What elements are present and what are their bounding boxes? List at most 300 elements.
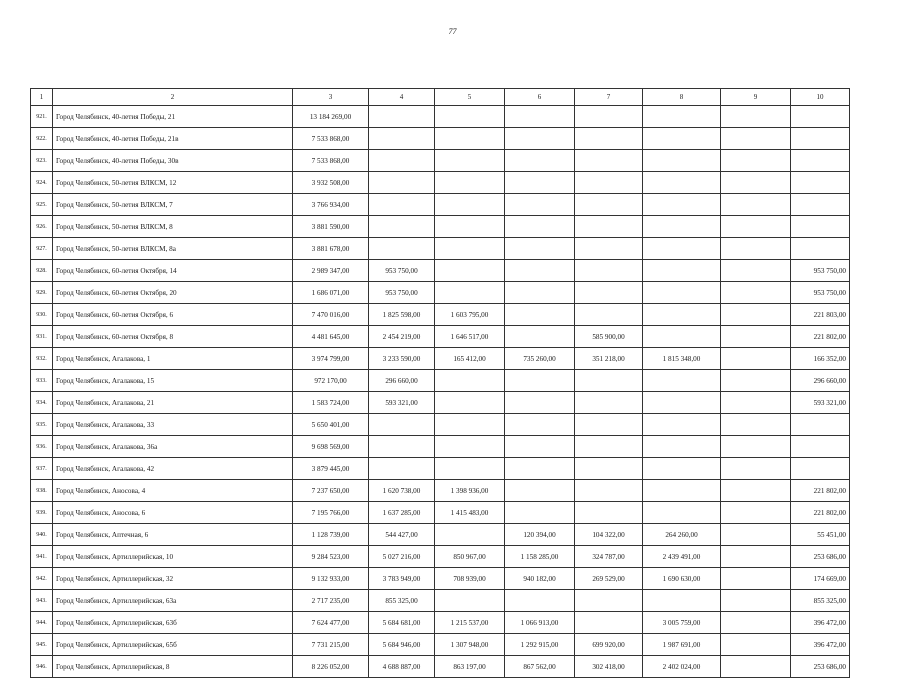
value-cell-3: 3 881 678,00 <box>293 238 369 260</box>
value-cell-8 <box>643 304 721 326</box>
value-cell-10: 221 802,00 <box>791 502 850 524</box>
value-cell-4: 5 684 946,00 <box>369 634 435 656</box>
value-cell-6 <box>505 194 575 216</box>
value-cell-7 <box>575 128 643 150</box>
value-cell-3: 3 879 445,00 <box>293 458 369 480</box>
value-cell-3: 3 766 934,00 <box>293 194 369 216</box>
value-cell-7 <box>575 260 643 282</box>
value-cell-3: 2 989 347,00 <box>293 260 369 282</box>
table-row <box>31 656 850 678</box>
row-number: 934. <box>31 392 53 414</box>
value-cell-8 <box>643 326 721 348</box>
address-cell: Город Челябинск, 50-летия ВЛКСМ, 12 <box>53 172 293 194</box>
address-cell: Город Челябинск, Артиллерийская, 32 <box>53 568 293 590</box>
table-row <box>31 436 850 458</box>
address-cell: Город Челябинск, Аносова, 6 <box>53 502 293 524</box>
value-cell-8 <box>643 150 721 172</box>
value-cell-4: 1 637 285,00 <box>369 502 435 524</box>
table-row <box>31 238 850 260</box>
value-cell-5: 1 398 936,00 <box>435 480 505 502</box>
value-cell-3: 1 686 071,00 <box>293 282 369 304</box>
value-cell-10: 221 802,00 <box>791 480 850 502</box>
value-cell-7 <box>575 392 643 414</box>
row-number: 940. <box>31 524 53 546</box>
value-cell-8 <box>643 216 721 238</box>
value-cell-9 <box>721 414 791 436</box>
value-cell-7: 585 900,00 <box>575 326 643 348</box>
value-cell-5: 165 412,00 <box>435 348 505 370</box>
value-cell-4 <box>369 194 435 216</box>
value-cell-10: 166 352,00 <box>791 348 850 370</box>
value-cell-3: 1 128 739,00 <box>293 524 369 546</box>
row-number: 928. <box>31 260 53 282</box>
value-cell-10 <box>791 172 850 194</box>
value-cell-9 <box>721 194 791 216</box>
value-cell-6 <box>505 282 575 304</box>
value-cell-8 <box>643 194 721 216</box>
value-cell-6 <box>505 106 575 128</box>
value-cell-3: 9 132 933,00 <box>293 568 369 590</box>
value-cell-5 <box>435 128 505 150</box>
value-cell-10: 953 750,00 <box>791 282 850 304</box>
value-cell-10: 953 750,00 <box>791 260 850 282</box>
value-cell-3: 7 533 868,00 <box>293 128 369 150</box>
value-cell-5 <box>435 524 505 546</box>
address-cell: Город Челябинск, 40-летия Победы, 21 <box>53 106 293 128</box>
address-cell: Город Челябинск, 60-летия Октября, 6 <box>53 304 293 326</box>
value-cell-6: 1 158 285,00 <box>505 546 575 568</box>
row-number: 938. <box>31 480 53 502</box>
table-row <box>31 546 850 568</box>
table-row <box>31 370 850 392</box>
value-cell-8 <box>643 502 721 524</box>
value-cell-8: 1 815 348,00 <box>643 348 721 370</box>
value-cell-5: 708 939,00 <box>435 568 505 590</box>
value-cell-9 <box>721 546 791 568</box>
value-cell-8 <box>643 106 721 128</box>
value-cell-4: 3 233 590,00 <box>369 348 435 370</box>
value-cell-3: 8 226 052,00 <box>293 656 369 678</box>
table-row <box>31 150 850 172</box>
value-cell-6: 867 562,00 <box>505 656 575 678</box>
value-cell-10: 253 686,00 <box>791 656 850 678</box>
value-cell-9 <box>721 392 791 414</box>
value-cell-6 <box>505 304 575 326</box>
value-cell-6 <box>505 502 575 524</box>
table-row <box>31 348 850 370</box>
value-cell-9 <box>721 150 791 172</box>
value-cell-8 <box>643 282 721 304</box>
value-cell-4 <box>369 128 435 150</box>
row-number: 924. <box>31 172 53 194</box>
address-cell: Город Челябинск, Агалакова, 15 <box>53 370 293 392</box>
value-cell-6: 1 292 915,00 <box>505 634 575 656</box>
row-number: 936. <box>31 436 53 458</box>
value-cell-10: 174 669,00 <box>791 568 850 590</box>
value-cell-5 <box>435 414 505 436</box>
column-header-10: 10 <box>791 89 850 106</box>
address-cell: Город Челябинск, Агалакова, 21 <box>53 392 293 414</box>
address-cell: Город Челябинск, Артиллерийская, 8 <box>53 656 293 678</box>
value-cell-3: 9 284 523,00 <box>293 546 369 568</box>
value-cell-7 <box>575 216 643 238</box>
value-cell-6: 120 394,00 <box>505 524 575 546</box>
value-cell-5: 1 307 948,00 <box>435 634 505 656</box>
value-cell-4: 3 783 949,00 <box>369 568 435 590</box>
page-number: 77 <box>448 27 457 36</box>
value-cell-6 <box>505 458 575 480</box>
value-cell-8 <box>643 392 721 414</box>
value-cell-9 <box>721 106 791 128</box>
value-cell-4 <box>369 414 435 436</box>
value-cell-3: 7 195 766,00 <box>293 502 369 524</box>
value-cell-10: 221 803,00 <box>791 304 850 326</box>
value-cell-3: 7 533 868,00 <box>293 150 369 172</box>
value-cell-9 <box>721 326 791 348</box>
value-cell-7 <box>575 590 643 612</box>
value-cell-6 <box>505 370 575 392</box>
value-cell-9 <box>721 304 791 326</box>
value-cell-9 <box>721 656 791 678</box>
table-row <box>31 458 850 480</box>
table-row <box>31 524 850 546</box>
value-cell-9 <box>721 238 791 260</box>
value-cell-5 <box>435 436 505 458</box>
value-cell-8 <box>643 436 721 458</box>
value-cell-9 <box>721 458 791 480</box>
value-cell-8: 1 690 630,00 <box>643 568 721 590</box>
value-cell-10 <box>791 150 850 172</box>
value-cell-9 <box>721 348 791 370</box>
value-cell-8: 2 402 024,00 <box>643 656 721 678</box>
column-header-5: 5 <box>435 89 505 106</box>
value-cell-4: 953 750,00 <box>369 260 435 282</box>
table-row <box>31 216 850 238</box>
table-row <box>31 612 850 634</box>
table-row <box>31 414 850 436</box>
value-cell-3: 7 470 016,00 <box>293 304 369 326</box>
table-body <box>31 106 850 678</box>
address-cell: Город Челябинск, Артиллерийская, 65б <box>53 634 293 656</box>
value-cell-5 <box>435 150 505 172</box>
value-cell-9 <box>721 128 791 150</box>
value-cell-9 <box>721 282 791 304</box>
row-number: 935. <box>31 414 53 436</box>
address-cell: Город Челябинск, Артиллерийская, 63б <box>53 612 293 634</box>
value-cell-3: 972 170,00 <box>293 370 369 392</box>
address-cell: Город Челябинск, Артиллерийская, 10 <box>53 546 293 568</box>
row-number: 932. <box>31 348 53 370</box>
value-cell-10 <box>791 238 850 260</box>
value-cell-6 <box>505 480 575 502</box>
value-cell-9 <box>721 436 791 458</box>
value-cell-7 <box>575 106 643 128</box>
value-cell-7 <box>575 458 643 480</box>
value-cell-5 <box>435 392 505 414</box>
table-row <box>31 194 850 216</box>
table-row <box>31 106 850 128</box>
value-cell-9 <box>721 260 791 282</box>
value-cell-5: 1 215 537,00 <box>435 612 505 634</box>
value-cell-8 <box>643 590 721 612</box>
value-cell-7 <box>575 304 643 326</box>
row-number: 922. <box>31 128 53 150</box>
value-cell-4 <box>369 216 435 238</box>
value-cell-5 <box>435 194 505 216</box>
value-cell-8 <box>643 128 721 150</box>
value-cell-8 <box>643 238 721 260</box>
value-cell-8: 1 987 691,00 <box>643 634 721 656</box>
value-cell-7 <box>575 370 643 392</box>
value-cell-3: 5 650 401,00 <box>293 414 369 436</box>
row-number: 942. <box>31 568 53 590</box>
value-cell-6 <box>505 128 575 150</box>
value-cell-10: 593 321,00 <box>791 392 850 414</box>
row-number: 946. <box>31 656 53 678</box>
value-cell-8 <box>643 414 721 436</box>
value-cell-6: 940 182,00 <box>505 568 575 590</box>
address-cell: Город Челябинск, 40-летия Победы, 30в <box>53 150 293 172</box>
value-cell-10: 296 660,00 <box>791 370 850 392</box>
value-cell-7: 699 920,00 <box>575 634 643 656</box>
value-cell-3: 3 932 508,00 <box>293 172 369 194</box>
value-cell-5 <box>435 282 505 304</box>
value-cell-7: 351 218,00 <box>575 348 643 370</box>
value-cell-6 <box>505 216 575 238</box>
data-table <box>30 88 850 678</box>
value-cell-9 <box>721 634 791 656</box>
value-cell-4: 1 620 738,00 <box>369 480 435 502</box>
row-number: 941. <box>31 546 53 568</box>
value-cell-5 <box>435 590 505 612</box>
value-cell-5: 1 646 517,00 <box>435 326 505 348</box>
value-cell-9 <box>721 370 791 392</box>
value-cell-5 <box>435 458 505 480</box>
value-cell-9 <box>721 612 791 634</box>
value-cell-6 <box>505 150 575 172</box>
value-cell-3: 13 184 269,00 <box>293 106 369 128</box>
value-cell-4 <box>369 436 435 458</box>
value-cell-6 <box>505 326 575 348</box>
value-cell-7 <box>575 150 643 172</box>
table-row <box>31 172 850 194</box>
address-cell: Город Челябинск, Агалакова, 1 <box>53 348 293 370</box>
value-cell-3: 7 624 477,00 <box>293 612 369 634</box>
column-header-2: 2 <box>53 89 293 106</box>
row-number: 930. <box>31 304 53 326</box>
value-cell-7 <box>575 238 643 260</box>
row-number: 925. <box>31 194 53 216</box>
row-number: 921. <box>31 106 53 128</box>
value-cell-8: 264 260,00 <box>643 524 721 546</box>
value-cell-10 <box>791 458 850 480</box>
address-cell: Город Челябинск, Агалакова, 42 <box>53 458 293 480</box>
value-cell-3: 2 717 235,00 <box>293 590 369 612</box>
value-cell-4: 544 427,00 <box>369 524 435 546</box>
value-cell-4: 593 321,00 <box>369 392 435 414</box>
address-cell: Город Челябинск, Агалакова, 33 <box>53 414 293 436</box>
address-cell: Город Челябинск, Агалакова, 36а <box>53 436 293 458</box>
value-cell-8 <box>643 172 721 194</box>
value-cell-5: 863 197,00 <box>435 656 505 678</box>
value-cell-10 <box>791 414 850 436</box>
value-cell-8 <box>643 260 721 282</box>
value-cell-7 <box>575 436 643 458</box>
table-row <box>31 326 850 348</box>
table-row <box>31 634 850 656</box>
value-cell-5 <box>435 216 505 238</box>
value-cell-6 <box>505 414 575 436</box>
value-cell-10 <box>791 436 850 458</box>
value-cell-10: 55 451,00 <box>791 524 850 546</box>
value-cell-4 <box>369 106 435 128</box>
value-cell-4 <box>369 150 435 172</box>
column-header-3: 3 <box>293 89 369 106</box>
value-cell-4: 296 660,00 <box>369 370 435 392</box>
value-cell-8 <box>643 458 721 480</box>
address-cell: Город Челябинск, Артиллерийская, 63а <box>53 590 293 612</box>
value-cell-3: 3 881 590,00 <box>293 216 369 238</box>
value-cell-4: 5 684 681,00 <box>369 612 435 634</box>
table-row <box>31 568 850 590</box>
value-cell-3: 7 237 650,00 <box>293 480 369 502</box>
row-number: 933. <box>31 370 53 392</box>
row-number: 923. <box>31 150 53 172</box>
table-row <box>31 304 850 326</box>
table-row <box>31 260 850 282</box>
address-cell: Город Челябинск, 60-летия Октября, 14 <box>53 260 293 282</box>
value-cell-10: 253 686,00 <box>791 546 850 568</box>
value-cell-7 <box>575 414 643 436</box>
value-cell-3: 3 974 799,00 <box>293 348 369 370</box>
value-cell-5: 1 603 795,00 <box>435 304 505 326</box>
value-cell-5: 850 967,00 <box>435 546 505 568</box>
value-cell-9 <box>721 524 791 546</box>
row-number: 944. <box>31 612 53 634</box>
value-cell-5: 1 415 483,00 <box>435 502 505 524</box>
value-cell-8 <box>643 480 721 502</box>
row-number: 939. <box>31 502 53 524</box>
table-row <box>31 128 850 150</box>
value-cell-10 <box>791 106 850 128</box>
value-cell-3: 4 481 645,00 <box>293 326 369 348</box>
value-cell-7: 104 322,00 <box>575 524 643 546</box>
value-cell-4: 2 454 219,00 <box>369 326 435 348</box>
column-header-8: 8 <box>643 89 721 106</box>
value-cell-7: 269 529,00 <box>575 568 643 590</box>
value-cell-7 <box>575 612 643 634</box>
value-cell-6 <box>505 172 575 194</box>
value-cell-4: 1 825 598,00 <box>369 304 435 326</box>
column-header-7: 7 <box>575 89 643 106</box>
value-cell-10: 396 472,00 <box>791 612 850 634</box>
value-cell-9 <box>721 502 791 524</box>
value-cell-6: 735 260,00 <box>505 348 575 370</box>
value-cell-9 <box>721 568 791 590</box>
header-row <box>31 89 850 106</box>
value-cell-5 <box>435 106 505 128</box>
value-cell-3: 1 583 724,00 <box>293 392 369 414</box>
address-cell: Город Челябинск, 60-летия Октября, 8 <box>53 326 293 348</box>
value-cell-7 <box>575 502 643 524</box>
address-cell: Город Челябинск, 50-летия ВЛКСМ, 7 <box>53 194 293 216</box>
value-cell-8: 3 005 759,00 <box>643 612 721 634</box>
column-header-4: 4 <box>369 89 435 106</box>
value-cell-7 <box>575 172 643 194</box>
table-row <box>31 480 850 502</box>
row-number: 937. <box>31 458 53 480</box>
address-cell: Город Челябинск, 60-летия Октября, 20 <box>53 282 293 304</box>
address-cell: Город Челябинск, Аносова, 4 <box>53 480 293 502</box>
value-cell-10: 396 472,00 <box>791 634 850 656</box>
value-cell-7: 324 787,00 <box>575 546 643 568</box>
value-cell-4 <box>369 172 435 194</box>
value-cell-10 <box>791 216 850 238</box>
address-cell: Город Челябинск, 50-летия ВЛКСМ, 8а <box>53 238 293 260</box>
value-cell-4 <box>369 238 435 260</box>
row-number: 931. <box>31 326 53 348</box>
value-cell-6 <box>505 590 575 612</box>
address-cell: Город Челябинск, 50-летия ВЛКСМ, 8 <box>53 216 293 238</box>
value-cell-5 <box>435 370 505 392</box>
value-cell-7 <box>575 194 643 216</box>
value-cell-3: 9 698 569,00 <box>293 436 369 458</box>
value-cell-9 <box>721 480 791 502</box>
value-cell-4: 855 325,00 <box>369 590 435 612</box>
table-row <box>31 502 850 524</box>
value-cell-8: 2 439 491,00 <box>643 546 721 568</box>
row-number: 929. <box>31 282 53 304</box>
value-cell-10: 221 802,00 <box>791 326 850 348</box>
value-cell-4 <box>369 458 435 480</box>
value-cell-5 <box>435 238 505 260</box>
value-cell-4: 4 688 887,00 <box>369 656 435 678</box>
row-number: 927. <box>31 238 53 260</box>
value-cell-7 <box>575 282 643 304</box>
value-cell-4: 5 027 216,00 <box>369 546 435 568</box>
address-cell: Город Челябинск, 40-летия Победы, 21в <box>53 128 293 150</box>
value-cell-10: 855 325,00 <box>791 590 850 612</box>
column-header-1: 1 <box>31 89 53 106</box>
value-cell-6 <box>505 238 575 260</box>
value-cell-9 <box>721 172 791 194</box>
row-number: 943. <box>31 590 53 612</box>
value-cell-6: 1 066 913,00 <box>505 612 575 634</box>
table-row <box>31 590 850 612</box>
table-row <box>31 282 850 304</box>
value-cell-10 <box>791 194 850 216</box>
value-cell-5 <box>435 260 505 282</box>
value-cell-9 <box>721 216 791 238</box>
value-cell-6 <box>505 392 575 414</box>
table-row <box>31 392 850 414</box>
value-cell-6 <box>505 260 575 282</box>
value-cell-4: 953 750,00 <box>369 282 435 304</box>
value-cell-3: 7 731 215,00 <box>293 634 369 656</box>
row-number: 945. <box>31 634 53 656</box>
address-cell: Город Челябинск, Аптечная, 6 <box>53 524 293 546</box>
value-cell-8 <box>643 370 721 392</box>
value-cell-5 <box>435 172 505 194</box>
value-cell-7: 302 418,00 <box>575 656 643 678</box>
row-number: 926. <box>31 216 53 238</box>
value-cell-9 <box>721 590 791 612</box>
value-cell-7 <box>575 480 643 502</box>
value-cell-10 <box>791 128 850 150</box>
column-header-6: 6 <box>505 89 575 106</box>
column-header-9: 9 <box>721 89 791 106</box>
value-cell-6 <box>505 436 575 458</box>
